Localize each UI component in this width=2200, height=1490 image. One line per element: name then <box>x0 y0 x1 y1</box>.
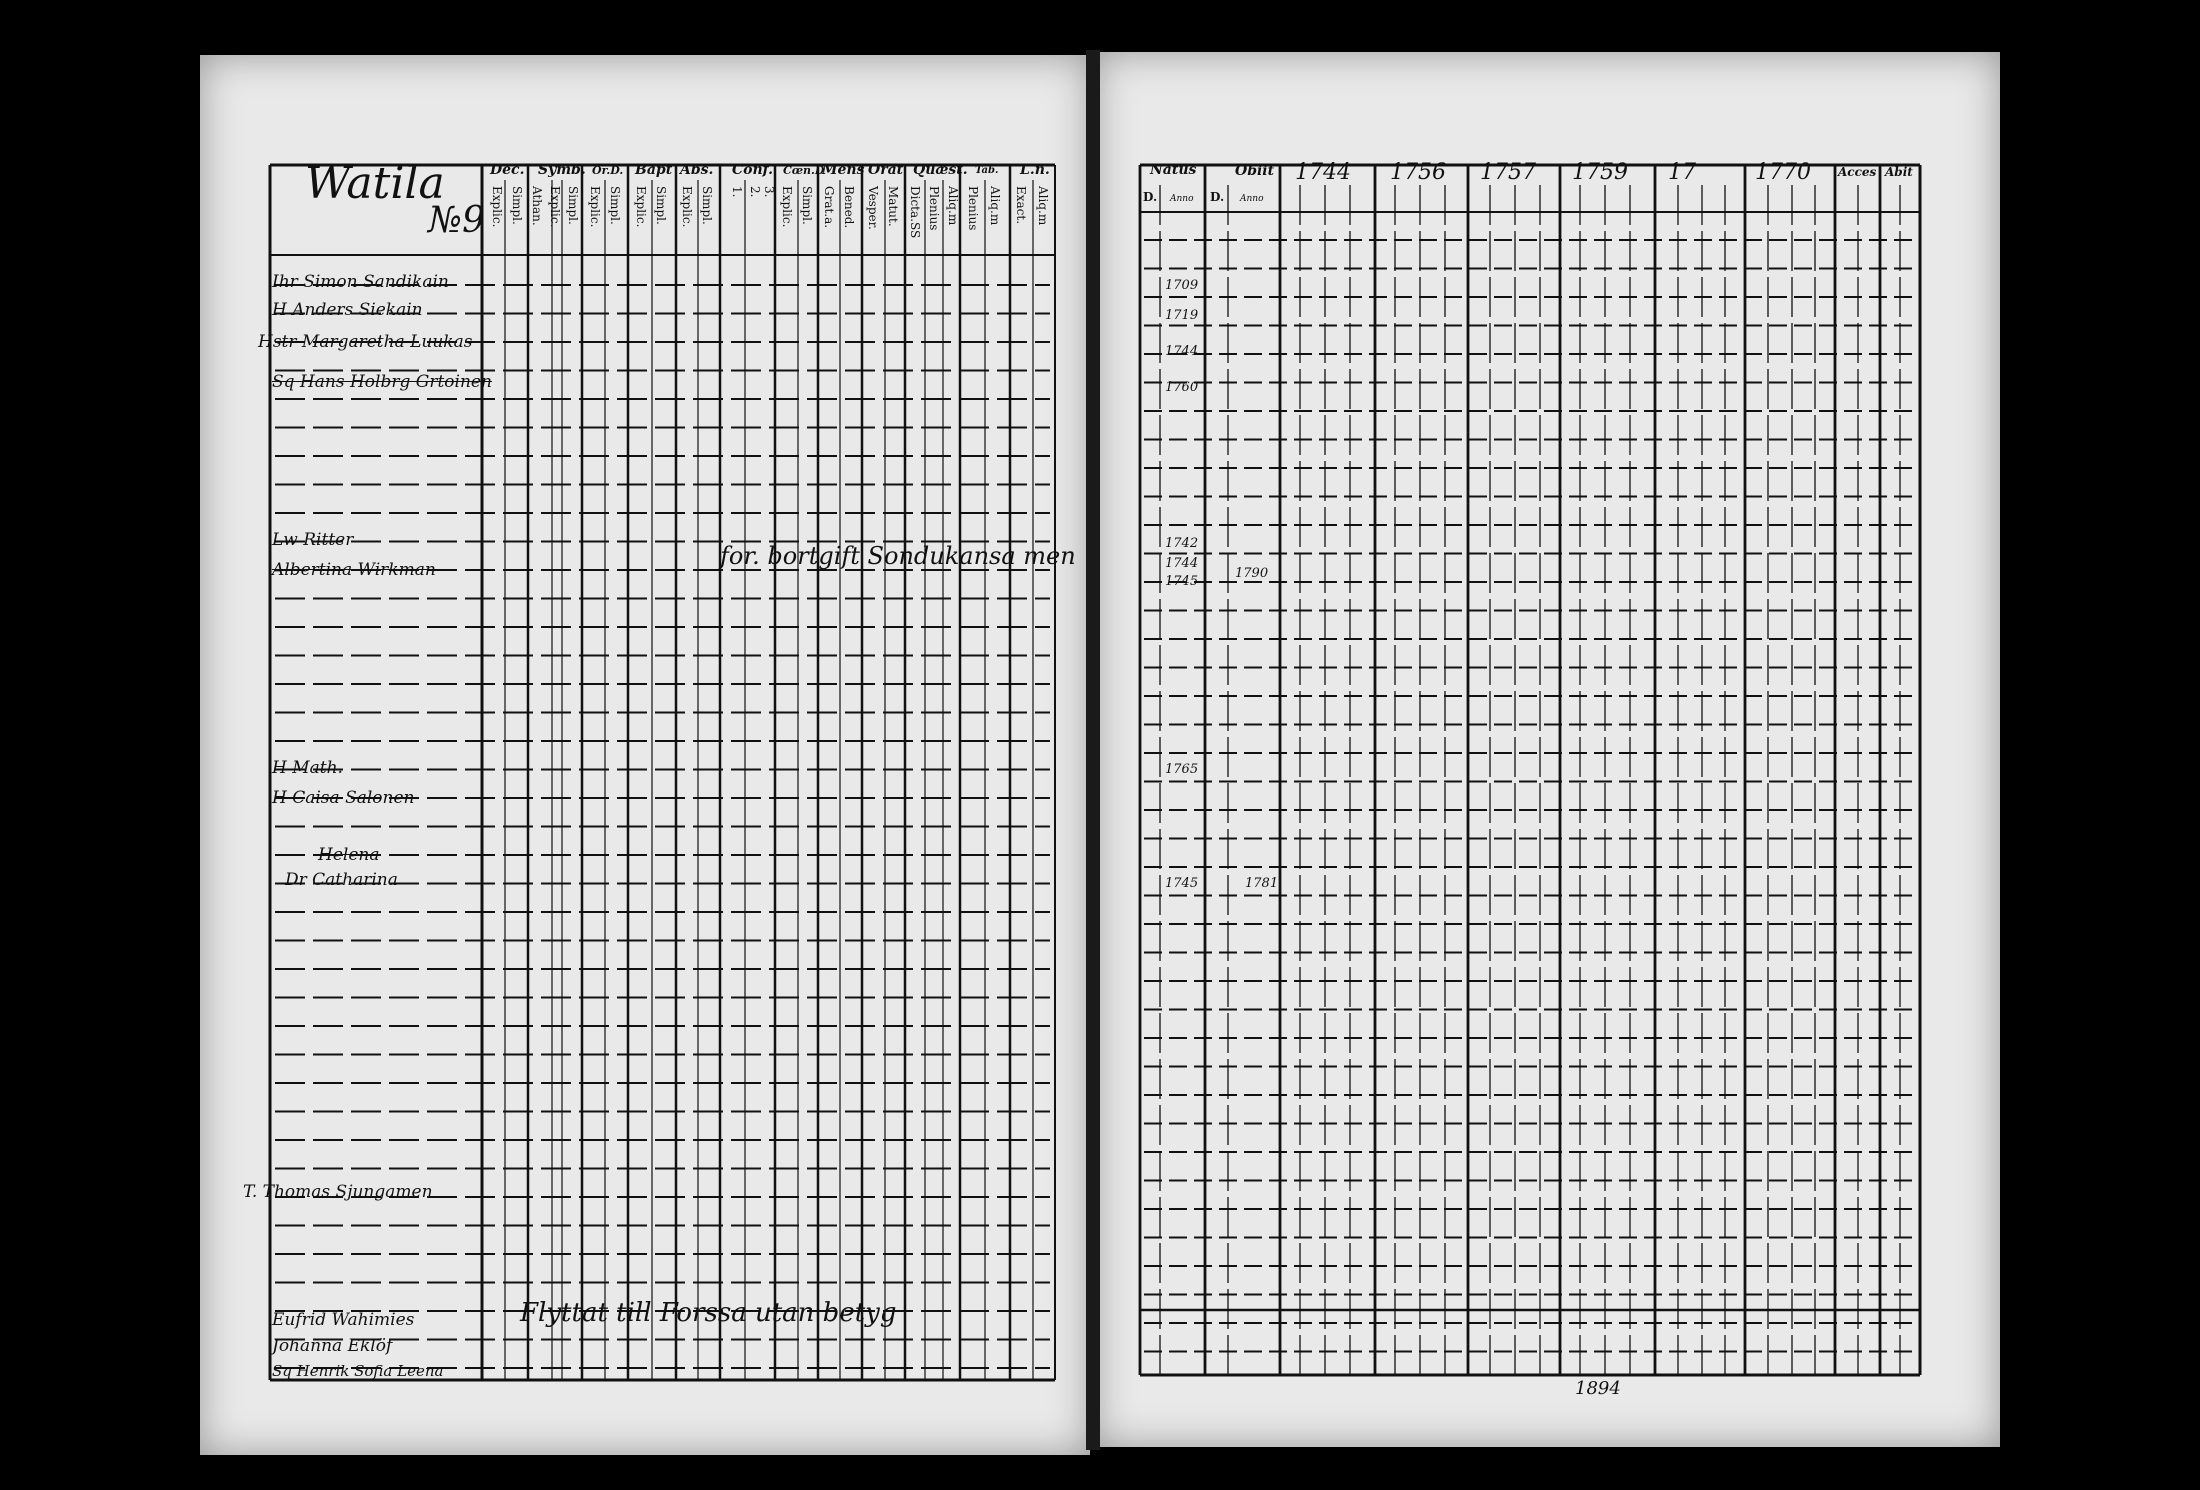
subheader-9-1: Plenius <box>927 186 941 231</box>
name-row-3: Hstr Margaretha Luukas <box>258 332 473 352</box>
subheader-6-0: Explic. <box>780 186 794 228</box>
subheader-1-2: Simpl. <box>566 186 580 225</box>
header-ord: Or.D. <box>592 164 624 177</box>
birth-year-4: 1760 <box>1165 380 1199 395</box>
name-row-5: Lw Ritter <box>272 530 354 550</box>
header-ln: L.n. <box>1020 162 1050 178</box>
year-col-2: 1756 <box>1390 160 1446 185</box>
header-quaest: Quæst. <box>913 162 968 178</box>
header-bapt: Bapt <box>635 162 673 178</box>
header-tab: Tab. <box>975 165 999 176</box>
year-col-4: 1759 <box>1572 160 1628 185</box>
remark-moved-1: for. bortgift Sondukansa men <box>720 542 1076 570</box>
subheader-5-2: 3. <box>762 186 776 198</box>
header-acces: Acces <box>1838 165 1877 179</box>
name-row-10: Dr Catharina <box>285 870 398 890</box>
name-row-12: Eufrid Wahimies <box>272 1310 415 1330</box>
subheader-7-0: Grat.a. <box>822 186 836 229</box>
header-abit: Abit <box>1885 165 1913 179</box>
year-col-5: 17 <box>1668 160 1696 185</box>
header-symb: Symb. <box>538 162 586 178</box>
name-row-9: Helena <box>318 845 380 865</box>
birth-year-3: 1744 <box>1165 344 1199 359</box>
death-year-2: 1781 <box>1245 876 1279 891</box>
name-row-11: T. Thomas Sjungamen <box>243 1182 433 1202</box>
year-col-1: 1744 <box>1295 160 1351 185</box>
header-conf: Conf. <box>732 162 774 178</box>
birth-year-7: 1745 <box>1165 574 1199 589</box>
subheader-1-1: Explic. <box>548 186 562 228</box>
subheader-8-1: Matut. <box>886 186 900 227</box>
header-dec: Dec. <box>490 162 525 178</box>
name-row-8: H Caisa Salonen <box>272 788 415 808</box>
farm-number: №9 <box>428 200 485 241</box>
subheader-8-0: Vesper. <box>866 186 880 230</box>
sub-anno-obiit: Anno <box>1240 194 1264 204</box>
header-orat: Orat <box>868 162 904 178</box>
sub-d-natus: D. <box>1143 190 1158 204</box>
birth-year-2: 1719 <box>1165 308 1199 323</box>
subheader-2-0: Explic. <box>588 186 602 228</box>
birth-year-9: 1745 <box>1165 876 1199 891</box>
subheader-4-1: Simpl. <box>700 186 714 225</box>
subheader-6-1: Simpl. <box>800 186 814 225</box>
name-row-14: Sq Henrik Sofia Leena <box>272 1362 444 1380</box>
name-row-1: Ihr Simon Sandikain <box>272 272 449 292</box>
header-mens: Mens <box>822 162 865 178</box>
sub-anno-natus: Anno <box>1170 194 1194 204</box>
birth-year-5: 1742 <box>1165 536 1199 551</box>
parish-title: Watila <box>305 158 445 209</box>
name-row-2: H Anders Siekain <box>272 300 423 320</box>
subheader-11-1: Aliq.m <box>1036 186 1050 226</box>
subheader-5-0: 1. <box>730 186 744 198</box>
birth-year-1: 1709 <box>1165 278 1199 293</box>
death-year-1: 1790 <box>1235 566 1269 581</box>
subheader-7-1: Bened. <box>842 186 856 229</box>
subheader-3-0: Explic. <box>634 186 648 228</box>
header-obiit: Obiit <box>1235 163 1275 179</box>
name-row-6: Albertina Wirkman <box>272 560 436 580</box>
page-note: 1894 <box>1575 1378 1621 1399</box>
subheader-0-1: Simpl. <box>510 186 524 225</box>
year-col-6: 1770 <box>1755 160 1811 185</box>
subheader-9-0: Dicta.SS <box>908 186 922 239</box>
birth-year-6: 1744 <box>1165 556 1199 571</box>
header-natus: Natus <box>1150 162 1197 178</box>
subheader-1-0: Athan. <box>530 186 544 226</box>
sub-d-obiit: D. <box>1210 190 1225 204</box>
name-row-4: Sq Hans Holbrg Grtoinen <box>272 372 492 392</box>
header-coend: Cœn.D <box>783 164 825 177</box>
subheader-9-2: Aliq.m <box>946 186 960 226</box>
subheader-2-1: Simpl. <box>608 186 622 225</box>
subheader-4-0: Explic. <box>680 186 694 228</box>
year-col-3: 1757 <box>1480 160 1536 185</box>
subheader-3-1: Simpl. <box>654 186 668 225</box>
subheader-11-0: Exact. <box>1014 186 1028 225</box>
subheader-10-0: Plenius <box>966 186 980 231</box>
subheader-5-1: 2. <box>748 186 762 198</box>
header-abs: Abs. <box>680 162 714 178</box>
subheader-0-0: Explic. <box>490 186 504 228</box>
birth-year-8: 1765 <box>1165 762 1199 777</box>
subheader-10-1: Aliq.m <box>988 186 1002 226</box>
remark-moved-2: Flyttat till Forssa utan betyg <box>520 1298 897 1328</box>
name-row-7: H Math. <box>272 758 343 778</box>
name-row-13: Johanna Eklöf <box>272 1336 393 1356</box>
